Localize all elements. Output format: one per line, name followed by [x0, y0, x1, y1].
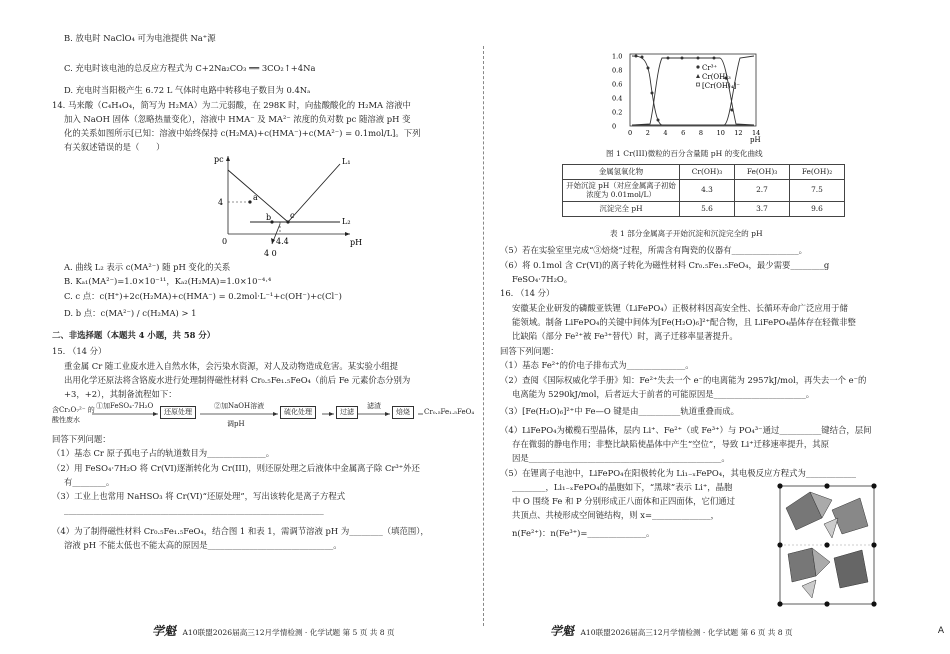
- brand-logo: 学魁: [152, 624, 177, 638]
- q16-sub5-line3: 中 O 围绕 Fe 和 P 分别形成正八面体和正四面体，它们通过: [512, 496, 736, 506]
- chart-point: [651, 92, 654, 95]
- chart-point: [657, 119, 660, 122]
- chart-xtick: 10: [716, 129, 725, 137]
- chart-point: [635, 55, 638, 58]
- q14-line3: 化的关系如图所示[已知：溶液中始终保持 c(H₂MA)+c(HMA⁻)+c(MA²⁻) = 0.1mol/L]。下列: [64, 128, 421, 138]
- q15-sub3-line2: ______________________________________________________________: [64, 505, 324, 515]
- table1: [562, 164, 845, 217]
- label-a: a: [253, 193, 258, 202]
- q16-sub5-line2: ________，Li₁₋ₓFePO₄的晶胞如下，“黑球”表示 Li⁺，晶胞: [512, 482, 733, 492]
- chart-legend: [696, 64, 740, 90]
- q16-sub4-line2: 存在微弱的静电作用；非整比缺陷使晶体中产生“空位”，导致 Li⁺迁移速率提升，其原: [512, 439, 830, 449]
- q14-option-b: B. Kₐ₁(MA²⁻)=1.0×10⁻¹¹，Kₐ₂(H₂MA)=1.0×10⁻⁴·⁴: [64, 276, 272, 286]
- table-cell: 开始沉淀 pH（对应金属离子初始浓度为 0.01mol/L）: [563, 180, 680, 202]
- pc-ph-graph: [200, 150, 390, 262]
- table-cell: Fe(OH)₂: [790, 165, 845, 180]
- process-flow: [52, 400, 475, 434]
- page-divider: [483, 46, 484, 626]
- table-row-start: [563, 180, 845, 202]
- figure1-caption: 图 1 Cr(III)微粒的百分含量随 pH 的变化曲线: [606, 149, 763, 158]
- right-footer: [550, 624, 793, 640]
- q15-sub4-line1: （4）为了制得磁性材料 Cr₀.₅Fe₁.₅FeO₄，结合图 1 和表 1，需调节溶液 pH 为________（填范围），: [52, 526, 429, 536]
- table-cell: 9.6: [790, 201, 845, 216]
- table-cell: 金属氢氧化物: [563, 165, 680, 180]
- x-arrow: [345, 232, 350, 236]
- q16-sub2-line1: （2）查阅《国际权威化学手册》知：Fe²⁺失去一个 e⁻的电离能为 2957kJ/mol，再失去一个 e⁻的: [500, 375, 867, 385]
- table-cell: Cr(OH)₃: [680, 165, 735, 180]
- q14-line1: 14. 马来酸（C₄H₄O₄，简写为 H₂MA）为二元弱酸，在 298K 时，向盐酸酸化的 H₂MA 溶液中: [52, 100, 411, 110]
- chart-point: [641, 56, 644, 59]
- flow-box-filter: 过滤: [336, 406, 358, 419]
- chart-point: [731, 109, 734, 112]
- corner-mark: A: [937, 626, 944, 637]
- chart-xtick: 0: [628, 129, 633, 137]
- brand-logo: 学魁: [550, 624, 575, 638]
- series-cr3-line: [632, 56, 754, 125]
- option-b-line: B. 放电时 NaClO₄ 可为电池提供 Na⁺源: [64, 33, 216, 43]
- label-L2: L₂: [342, 217, 351, 226]
- chart-point: [697, 57, 700, 60]
- q16-sub2-line2: 电离能为 5290kJ/mol，后者远大于前者的可能原因是______________________。: [512, 389, 815, 399]
- chart-ytick: 0.4: [612, 94, 623, 103]
- flow-start-2: 酸性废水: [52, 416, 80, 424]
- q15-sub5: （5）若在实验室里完成“③焙烧”过程，所需含有陶瓷的仪器有________________。: [500, 245, 808, 255]
- q15-sub4-line2: 溶液 pH 不能太低也不能太高的原因是______________________________。: [64, 540, 342, 550]
- section-title: 二、非选择题（本题共 4 小题，共 58 分）: [52, 330, 216, 340]
- q14-line2: 加入 NaOH 固体（忽略热量变化），溶液中 HMA⁻ 及 MA²⁻ 浓度的负对数 pc 随溶液 pH 变: [64, 114, 411, 124]
- left-footer: [152, 624, 395, 640]
- table-row-complete: [563, 201, 845, 216]
- series-croh3-line: [632, 58, 754, 125]
- crystal-cell-diagram: [772, 478, 882, 610]
- flow-box-roast: 焙烧: [392, 406, 414, 419]
- q16-title: 16. （14 分）: [500, 288, 555, 298]
- legend-croh4: [Cr(OH)₄]⁻: [702, 82, 740, 90]
- q15-sub2-line1: （2）用 FeSO₄·7H₂O 将 Cr(VI)逐渐转化为 Cr(III)，则还原处理之后液体中金属离子除 Cr³⁺外还: [52, 463, 420, 473]
- q14-option-d: D. b 点：c(MA²⁻) / c(H₂MA) > 1: [64, 308, 197, 318]
- tick-0: 0: [222, 237, 228, 246]
- point-a: [248, 200, 251, 203]
- table-row-header: [563, 165, 845, 180]
- q15-sub6-line1: （6）将 0.1mol 含 Cr(VI)的离子转化为磁性材料 Cr₀.₅Fe₁.₅FeO₄，最少需要________g: [500, 260, 830, 270]
- q14-line4: 有关叙述错误的是（ ）: [64, 142, 165, 152]
- q15-sub2-line2: 有________。: [64, 477, 115, 487]
- chart-xtick: 2: [645, 129, 650, 137]
- q15-title: 15. （14 分）: [52, 346, 107, 356]
- y-arrow: [226, 156, 230, 161]
- legend-cr3: Cr³⁺: [702, 64, 718, 72]
- chart-ytick: 0.2: [612, 108, 623, 117]
- tetrahedron-1: [824, 518, 838, 538]
- q16-sub1: （1）基态 Fe²⁺的价电子排布式为______________。: [500, 360, 694, 370]
- tick-4: 4: [218, 198, 224, 207]
- label-L1: L₁: [342, 157, 351, 166]
- chart-ytick: 0.8: [612, 66, 623, 75]
- flow-step2: ②加NaOH溶液: [214, 402, 265, 410]
- flow-step1: ①加FeSO₄·7H₂O: [96, 402, 154, 410]
- chart-xtick: 12: [734, 129, 743, 137]
- q16-sub5-line4: 共顶点、共棱形成空间链结构，则 x=______________，: [512, 510, 720, 520]
- curve-L2-descending: [228, 170, 288, 222]
- tick-4-0: 4 0: [264, 249, 277, 258]
- chart-point: [647, 67, 650, 70]
- q15-line3: +3，+2），其制备流程如下：: [64, 389, 177, 399]
- flow-step2b: 调pH: [227, 420, 245, 428]
- chart-xtick: 4: [663, 129, 668, 137]
- q16-sub5-line1: （5）在锂离子电池中，LiFePO₄在阳极转化为 Li₁₋ₓFePO₄，其电极反应方程式为____________: [500, 468, 857, 478]
- chart-ytick: 0.6: [612, 80, 623, 89]
- tick-4-4: 4.4: [276, 237, 289, 246]
- q16-sub3: （3）[Fe(H₂O)₆]²⁺中 Fe—O 键是由__________轨道重叠而成。: [500, 406, 739, 416]
- table1-caption: 表 1 部分金属离子开始沉淀和沉淀完全的 pH: [610, 229, 763, 238]
- q15-sub6-line2: FeSO₄·7H₂O。: [512, 274, 573, 284]
- table-cell: Fe(OH)₃: [735, 165, 790, 180]
- flow-step3: 滤渣: [367, 402, 381, 410]
- chart-ytick: 0: [612, 122, 617, 131]
- left-footer-text: A10联盟2026届高三12月学情检测 · 化学试题 第 5 页 共 8 页: [182, 628, 395, 637]
- q16-answer-prompt: 回答下列问题：: [500, 346, 559, 356]
- label-b: b: [266, 213, 272, 222]
- cr-species-chart: [602, 48, 772, 148]
- q16-line1: 安徽某企业研发的磷酸亚铁锂（LiFePO₄）正极材料因高安全性、长循环寿命广泛应用于储: [512, 303, 848, 313]
- series-croh4-line: [632, 56, 754, 125]
- graph-xlabel: pH: [350, 238, 363, 247]
- chart-point: [667, 57, 670, 60]
- tetrahedron-2: [802, 580, 816, 598]
- flow-box-reduce: 还原处理: [160, 406, 196, 419]
- q15-sub3-line1: （3）工业上也常用 NaHSO₃ 将 Cr(VI)“还原处理”，写出该转化是离子方程式: [52, 491, 346, 501]
- option-d-line: D. 充电时当阳极产生 6.72 L 气体时电路中转移电子数目为 0.4Nₐ: [64, 85, 311, 95]
- q16-sub4-line3: 因是______________________________________________。: [512, 453, 730, 463]
- chart-frame: [630, 54, 756, 126]
- table-cell: 4.3: [680, 180, 735, 202]
- chart-point: [681, 57, 684, 60]
- q16-line3: 比缺陷（部分 Fe²⁺被 Fe³⁺替代）时，离子迁移率显著提升。: [512, 331, 738, 341]
- right-footer-text: A10联盟2026届高三12月学情检测 · 化学试题 第 6 页 共 8 页: [580, 628, 793, 637]
- octahedron-2: [832, 498, 868, 534]
- octahedron-4: [834, 550, 868, 588]
- table-cell: 5.6: [680, 201, 735, 216]
- chart-xlabel: pH: [750, 136, 761, 144]
- q16-sub4-line1: （4）LiFePO₄为橄榄石型晶体，层内 Li⁺、Fe²⁺（或 Fe³⁺）与 PO₄³⁻通过__________键结合，层间: [500, 425, 872, 435]
- label-c: c: [290, 211, 295, 220]
- q15-line2: 出用化学还原法将含铬废水进行处理制得磁性材料 Cr₀.₅Fe₁.₅FeO₄（前后 Fe 元素价态分别为: [64, 375, 411, 385]
- graph-ylabel: pc: [214, 155, 224, 164]
- q15-line1: 重金属 Cr 随工业废水进入自然水体，会污染水资源，对人及动物造成危害。某实验小组提: [64, 361, 398, 371]
- flow-start-1: 含Cr₂O₇²⁻ 的: [52, 406, 95, 414]
- curve-L1-ascending: [288, 164, 340, 222]
- chart-ytick: 1.0: [612, 52, 623, 61]
- q14-option-c: C. c 点：c(H⁺)+2c(H₂MA)+c(HMA⁻) = 0.2mol·L⁻¹+c(OH⁻)+c(Cl⁻): [64, 291, 342, 301]
- flow-box-sulfide: 硫化处理: [280, 406, 316, 419]
- q16-line2: 能领域。制备 LiFePO₄的关键中间体为[Fe(H₂O)₆]²⁺配合物，且 LiFePO₄晶体存在轻微非整: [512, 317, 856, 327]
- q14-option-a: A. 曲线 L₂ 表示 c(MA²⁻) 随 pH 变化的关系: [64, 262, 231, 272]
- chart-point: [713, 57, 716, 60]
- chart-xtick: 8: [698, 129, 703, 137]
- option-c-line: C. 充电时该电池的总反应方程式为 C+2Na₂CO₃ ══ 3CO₂↑+4Na: [64, 63, 316, 73]
- point-c: [286, 220, 289, 223]
- table-cell: 3.7: [735, 201, 790, 216]
- table-cell: 2.7: [735, 180, 790, 202]
- octahedron-3: [788, 548, 816, 582]
- q15-answer-prompt: 回答下列问题：: [52, 434, 111, 444]
- table-cell: 沉淀完全 pH: [563, 201, 680, 216]
- table-cell: 7.5: [790, 180, 845, 202]
- flow-product: Cr₀.₅Fe₁.₅FeO₄: [424, 408, 475, 416]
- q16-sub5-line5: n(Fe²⁺)：n(Fe³⁺)=______________。: [512, 528, 655, 538]
- chart-xtick: 6: [681, 129, 686, 137]
- chart-xtick: 14: [752, 129, 761, 137]
- legend-croh3: Cr(OH)₃: [702, 73, 731, 81]
- q15-sub1: （1）基态 Cr 原子孤电子占的轨道数目为______________。: [52, 448, 275, 458]
